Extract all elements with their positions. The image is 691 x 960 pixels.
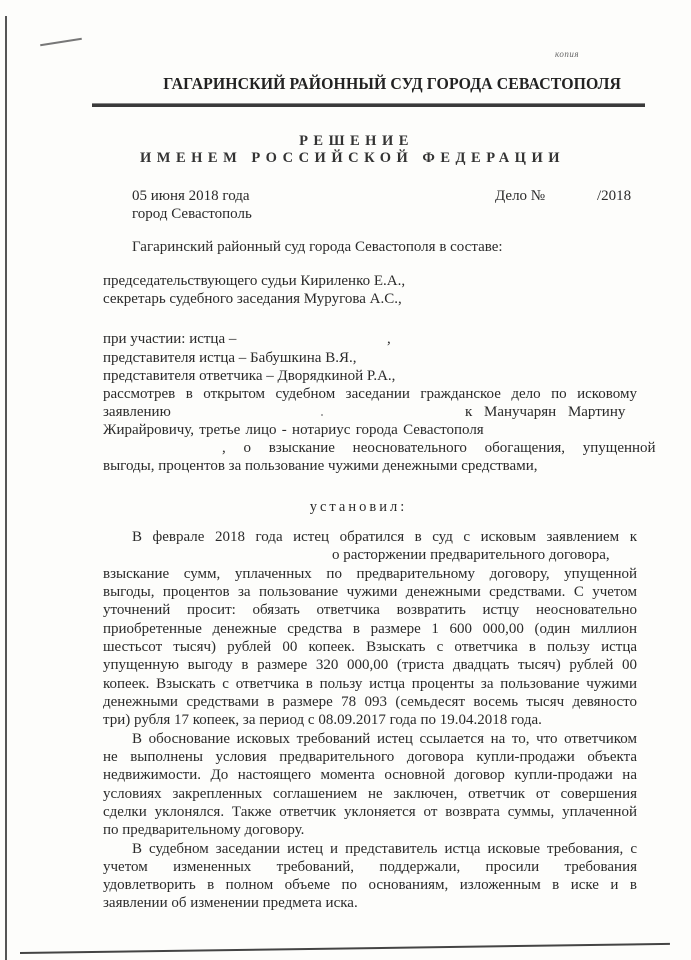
defendant-rep-line: представителя ответчика – Дворядкиной Р.А., <box>103 368 396 384</box>
paragraph-3-line: заявлении об изменении предмета иска. <box>103 895 358 911</box>
established-heading: установил: <box>309 499 408 515</box>
plaintiff-line: при участии: истца – <box>103 331 237 347</box>
document-subtitle: ИМЕНЕМ РОССИЙСКОЙ ФЕДЕРАЦИИ <box>139 150 565 166</box>
case-line: к Манучарян Мартину <box>465 404 626 420</box>
paragraph-2-line: условиях закрепленных соглашением не заключен, ответчик от совершения <box>103 786 637 802</box>
paragraph-3-line: В судебном заседании истец и представитель истца исковые требования, с <box>132 841 637 857</box>
paragraph-2-line: недвижимости. До настоящего момента основной договор купли-продажи на <box>103 767 637 783</box>
copy-mark: копия <box>555 49 580 59</box>
paragraph-1-line: выгоды, процентов за пользование чужими денежными средствами. С учетом <box>103 584 637 600</box>
paragraph-1-line: взыскание сумм, уплаченных по предварительному договору, упущенной <box>103 566 637 582</box>
paragraph-2-line: В обоснование исковых требований истец ссылается на то, что ответчиком <box>132 731 637 747</box>
paragraph-1-line: В феврале 2018 года истец обратился в суд с исковым заявлением к <box>132 529 637 545</box>
paragraph-3-line: удовлетворить в полном объеме по основаниям, изложенным в иске и в <box>103 877 637 893</box>
paragraph-1-line: копеек. Взыскать с ответчика в пользу истца проценты за пользование чужими <box>103 676 637 692</box>
case-line: Жирайровичу, третье лицо - нотариус города Севастополя <box>103 422 484 438</box>
header-rule <box>92 103 645 107</box>
paragraph-3-line: учетом измененных требований, поддержали, просили требования <box>103 859 637 875</box>
judge-line: председательствующего судьи Кириленко Е.А., <box>103 273 406 289</box>
scan-speck <box>321 414 323 416</box>
case-line: заявлению <box>103 404 171 420</box>
case-line: , о взыскание неосновательного обогащения, упущенной <box>222 440 656 456</box>
paragraph-2-line: по предварительному договору. <box>103 822 305 838</box>
court-name: ГАГАРИНСКИЙ РАЙОННЫЙ СУД ГОРОДА СЕВАСТОПОЛЯ <box>163 74 622 93</box>
paragraph-1-line: денежными средствами в размере 78 093 (семьдесят восемь тысяч девяносто <box>103 694 637 710</box>
plaintiff-comma: , <box>387 331 391 347</box>
paragraph-1-line: о расторжении предварительного договора, <box>332 547 610 563</box>
composition-intro: Гагаринский районный суд города Севастополя в составе: <box>132 239 503 255</box>
secretary-line: секретарь судебного заседания Муругова А.С., <box>103 291 402 307</box>
case-label: Дело № <box>495 188 546 204</box>
case-number: /2018 <box>597 188 632 204</box>
case-line: рассмотрев в открытом судебном заседании гражданское дело по исковому <box>103 386 637 402</box>
decision-city: город Севастополь <box>132 206 252 222</box>
paragraph-1-line: упущенную выгоду в размере 320 000,00 (триста двадцать тысяч) рублей 00 <box>103 657 637 673</box>
page-bottom-edge <box>20 943 670 954</box>
decision-date: 05 июня 2018 года <box>132 188 250 204</box>
plaintiff-rep-line: представителя истца – Бабушкина В.Я., <box>103 350 357 366</box>
paragraph-2-line: не выполнены условия предварительного договора купли-продажи объекта <box>103 749 637 765</box>
paragraph-1-line: шестьсот тысяч) рублей 00 копеек. Взыскать с ответчика в пользу истца <box>103 639 637 655</box>
paragraph-1-line: три) рубля 17 копеек, за период с 08.09.2017 года по 19.04.2018 года. <box>103 712 542 728</box>
pen-mark <box>40 38 82 47</box>
paragraph-1-line: приобретенные денежные средства в размере 1 600 000,00 (один миллион <box>103 621 637 637</box>
case-line: выгоды, процентов за пользование чужими денежными средствами, <box>103 458 538 474</box>
paragraph-2-line: сделки уклонялся. Также ответчик уклоняется от возврата суммы, уплаченной <box>103 804 637 820</box>
paragraph-1-line: уточнений просит: обязать ответчика возвратить истцу неосновательно <box>103 602 637 618</box>
document-title: РЕШЕНИЕ <box>299 133 414 149</box>
